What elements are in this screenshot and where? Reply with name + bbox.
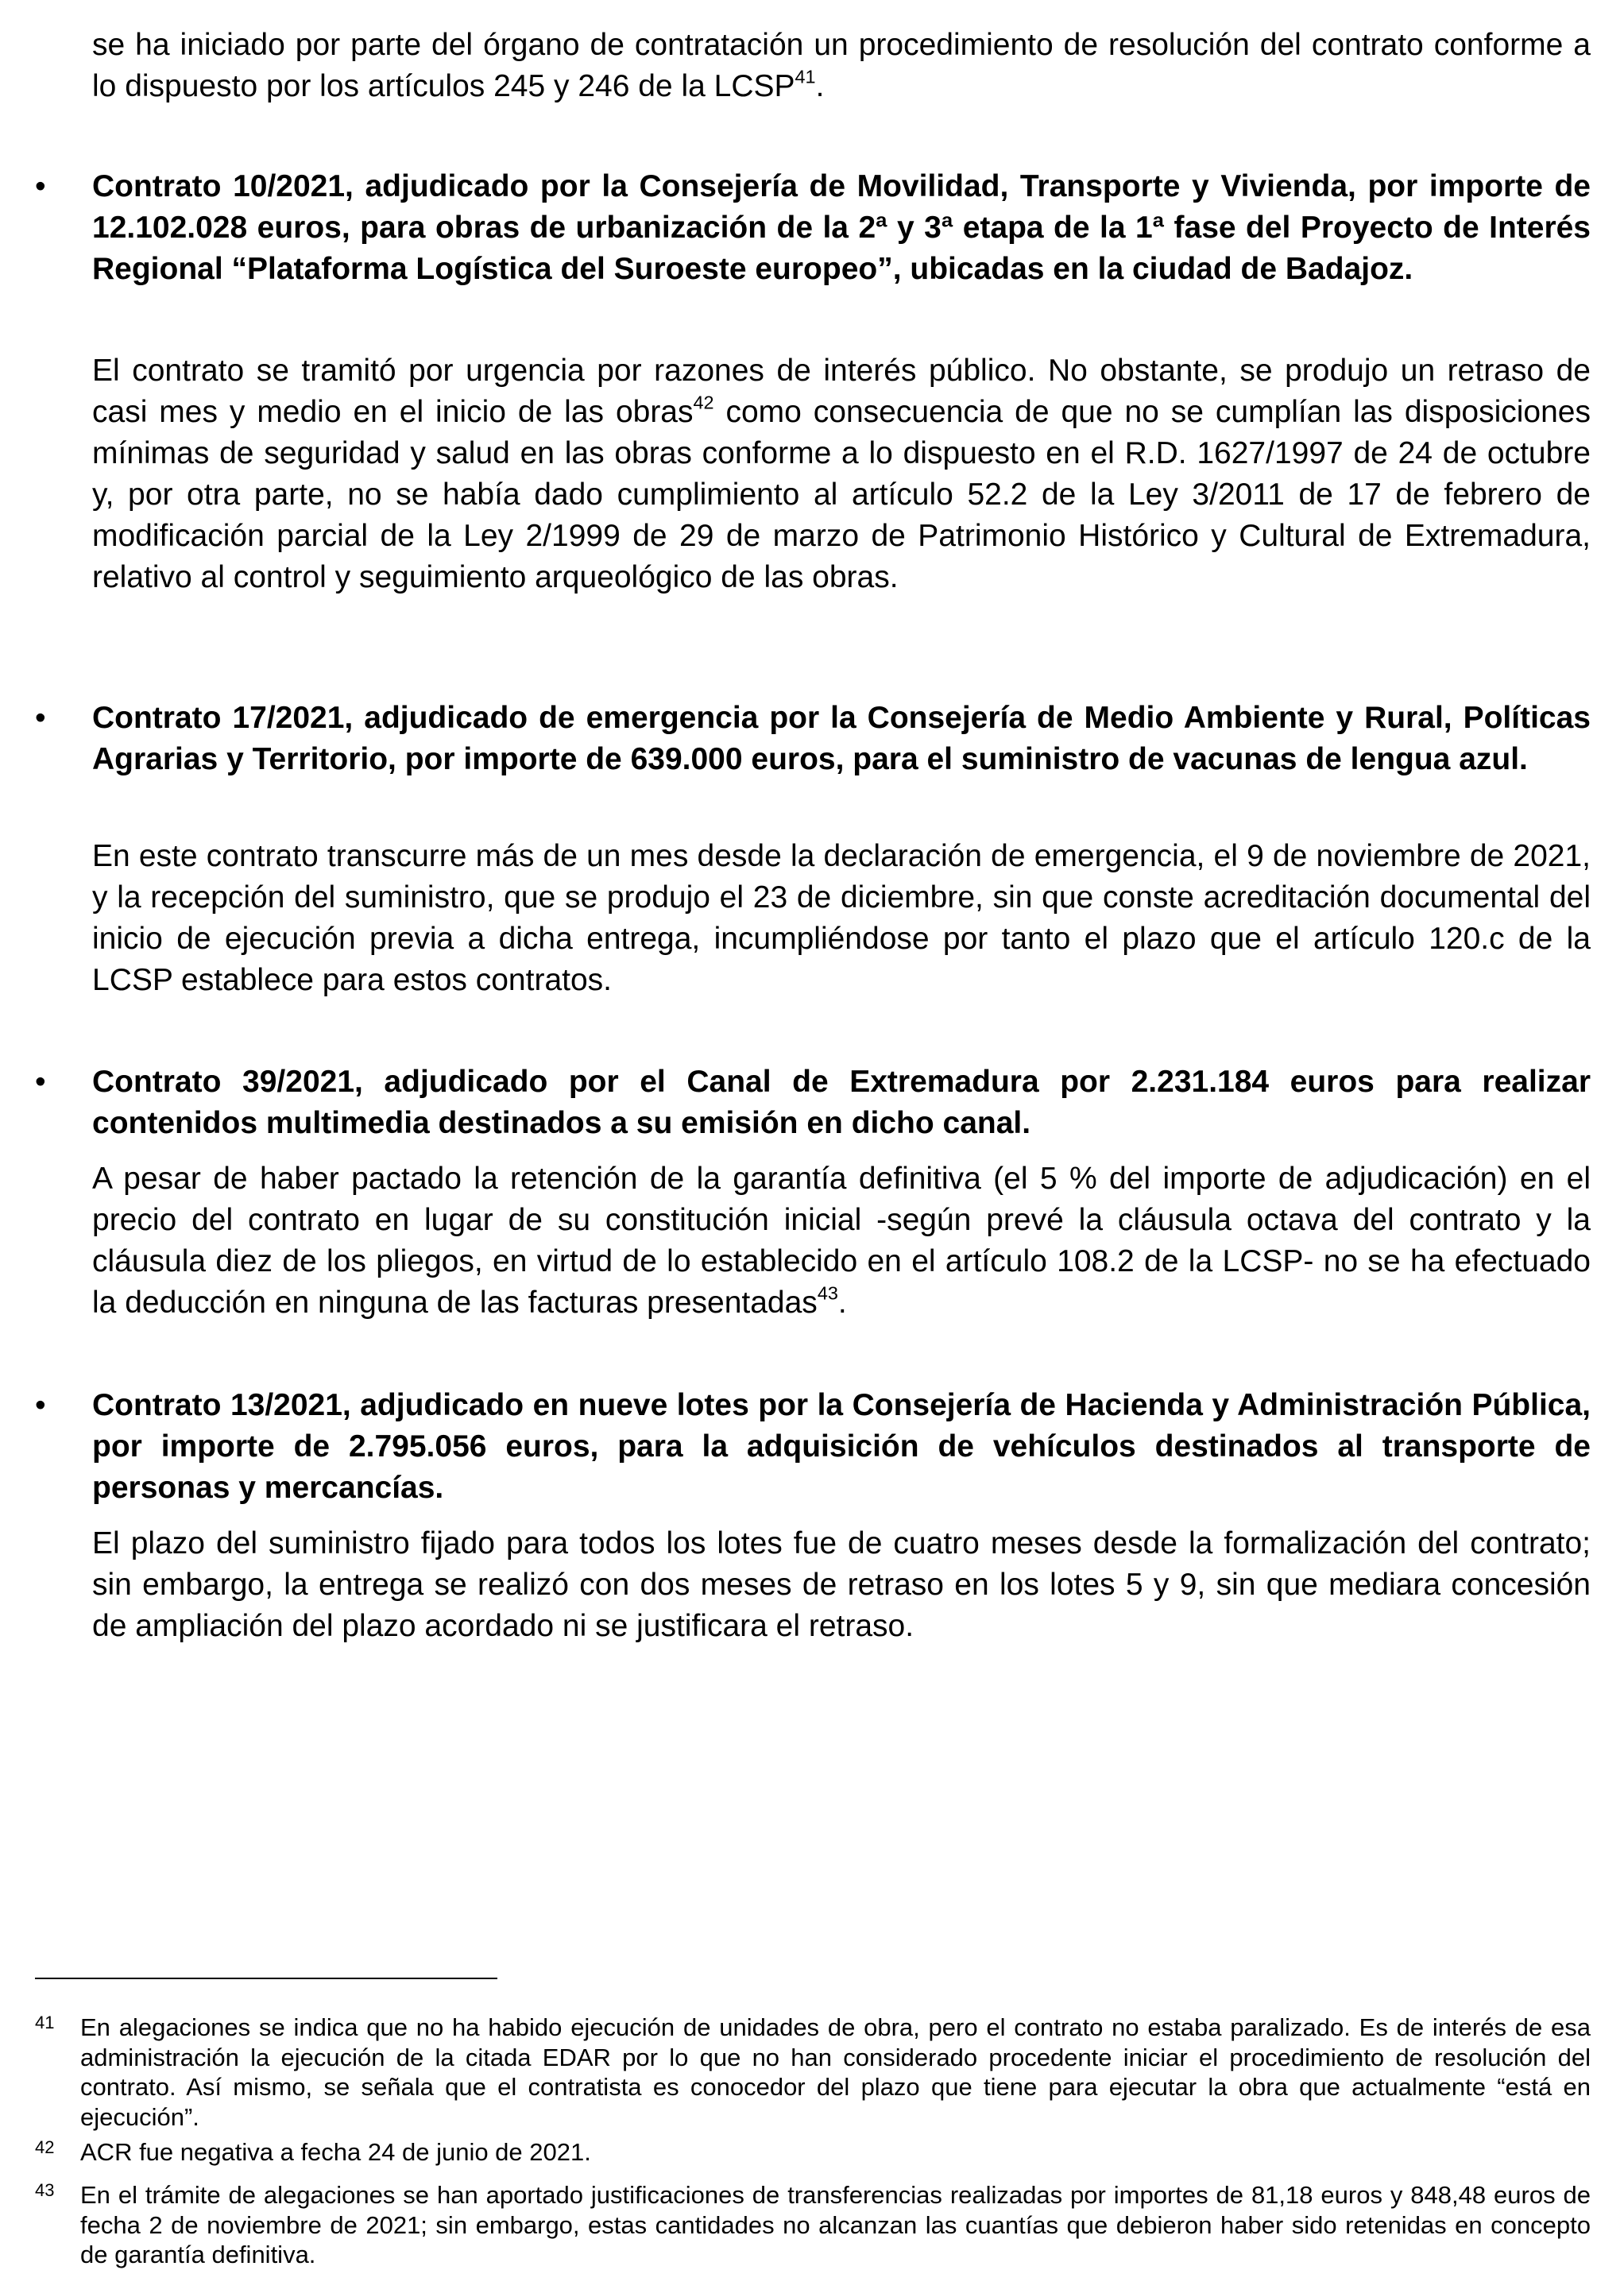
contract-39-body-b: . <box>837 1286 847 1320</box>
contract-39-title: Contrato 39/2021, adjudicado por el Canal de Extremadura por 2.231.184 euros para realizar contenidos multimedia destinados a su emisión en dicho canal. <box>92 1065 1591 1140</box>
footnote-number-41: 41 <box>35 2013 55 2032</box>
intro-text: se ha iniciado por parte del órgano de contratación un procedimiento de resolución del contrato conforme a lo dispuesto por los artículos 245 y 246 de la LCSP <box>92 28 1591 103</box>
bullet-marker: • <box>35 169 46 203</box>
footnote-number-42: 42 <box>35 2137 55 2157</box>
contract-13-title: Contrato 13/2021, adjudicado en nueve lotes por la Consejería de Hacienda y Administración Pública, por importe de 2.795.056 euros, para la adquisición de vehículos destinados al transporte de personas y mercancías. <box>92 1388 1591 1505</box>
contract-10-body-b: como consecuencia de que no se cumplían las disposiciones mínimas de seguridad y salud en las obras conforme a lo dispuesto en el R.D. 1627/1997 de 24 de octubre y, por otra parte, no se había dado cumplimiento al artículo 52.2 de la Ley 3/2011 de 17 de febrero de modificación parcial de la Ley 2/1999 de 29 de marzo de Patrimonio Histórico y Cultural de Extremadura, relativo al control y seguimiento arqueológico de las obras. <box>92 395 1591 594</box>
contract-10-body <box>92 350 1591 598</box>
intro-paragraph <box>92 25 1591 107</box>
bullet-marker: • <box>35 1065 46 1099</box>
contract-39-body <box>92 1158 1591 1324</box>
footnote-number-43: 43 <box>35 2180 55 2200</box>
footnote-ref-41[interactable]: 41 <box>795 66 816 87</box>
intro-tail: . <box>815 69 825 103</box>
footnote-41-text: En alegaciones se indica que no ha habido ejecución de unidades de obra, pero el contrato no estaba paralizado. Es de interés de esa administración la ejecución de la citada EDAR por lo que no han considerado procedente iniciar el procedimiento de resolución del contrato. Así mismo, se señala que el contratista es conocedor del plazo que tiene para ejecutar la obra que actualmente “está en ejecución”. <box>80 2013 1591 2131</box>
footnote-ref-42[interactable]: 42 <box>693 392 714 413</box>
contract-17-body: En este contrato transcurre más de un mes desde la declaración de emergencia, el 9 de noviembre de 2021, y la recepción del suministro, que se produjo el 23 de diciembre, sin que conste acreditación documental del inicio de ejecución previa a dicha entrega, incumpliéndose por tanto el plazo que el artículo 120.c de la LCSP establece para estos contratos. <box>92 839 1591 997</box>
contract-13-body: El plazo del suministro fijado para todos los lotes fue de cuatro meses desde la formalización del contrato; sin embargo, la entrega se realizó con dos meses de retraso en los lotes 5 y 9, sin que mediara concesión de ampliación del plazo acordado ni se justificara el retraso. <box>92 1526 1591 1643</box>
footnote-ref-43[interactable]: 43 <box>817 1282 838 1304</box>
contract-10-body-a: El contrato se tramitó por urgencia por razones de interés público. No obstante, se produjo un retraso de casi mes y medio en el inicio de las obras <box>92 354 1591 429</box>
footnote-43-text: En el trámite de alegaciones se han aportado justificaciones de transferencias realizadas por importes de 81,18 euros y 848,48 euros de fecha 2 de noviembre de 2021; sin embargo, estas cantidades no alcanzan las cuantías que debieron haber sido retenidas en concepto de garantía definitiva. <box>80 2181 1591 2268</box>
bullet-marker: • <box>35 701 46 735</box>
contract-39-body-a: A pesar de haber pactado la retención de la garantía definitiva (el 5 % del importe de adjudicación) en el precio del contrato en lugar de su constitución inicial -según prevé la cláusula octava del contrato y la cláusula diez de los pliegos, en virtud de lo establecido en el artículo 108.2 de la LCSP- no se ha efectuado la deducción en ninguna de las facturas presentadas <box>92 1162 1591 1320</box>
contract-10-title: Contrato 10/2021, adjudicado por la Consejería de Movilidad, Transporte y Vivienda, por importe de 12.102.028 euros, para obras de urbanización de la 2ª y 3ª etapa de la 1ª fase del Proyecto de Interés Regional “Plataforma Logística del Suroeste europeo”, ubicadas en la ciudad de Badajoz. <box>92 169 1591 286</box>
footnote-separator <box>35 1978 497 1979</box>
bullet-marker: • <box>35 1388 46 1422</box>
contract-17-title: Contrato 17/2021, adjudicado de emergencia por la Consejería de Medio Ambiente y Rural, Políticas Agrarias y Territorio, por importe de 639.000 euros, para el suministro de vacunas de lengua azul. <box>92 701 1591 776</box>
footnote-42-text: ACR fue negativa a fecha 24 de junio de 2021. <box>80 2138 591 2166</box>
